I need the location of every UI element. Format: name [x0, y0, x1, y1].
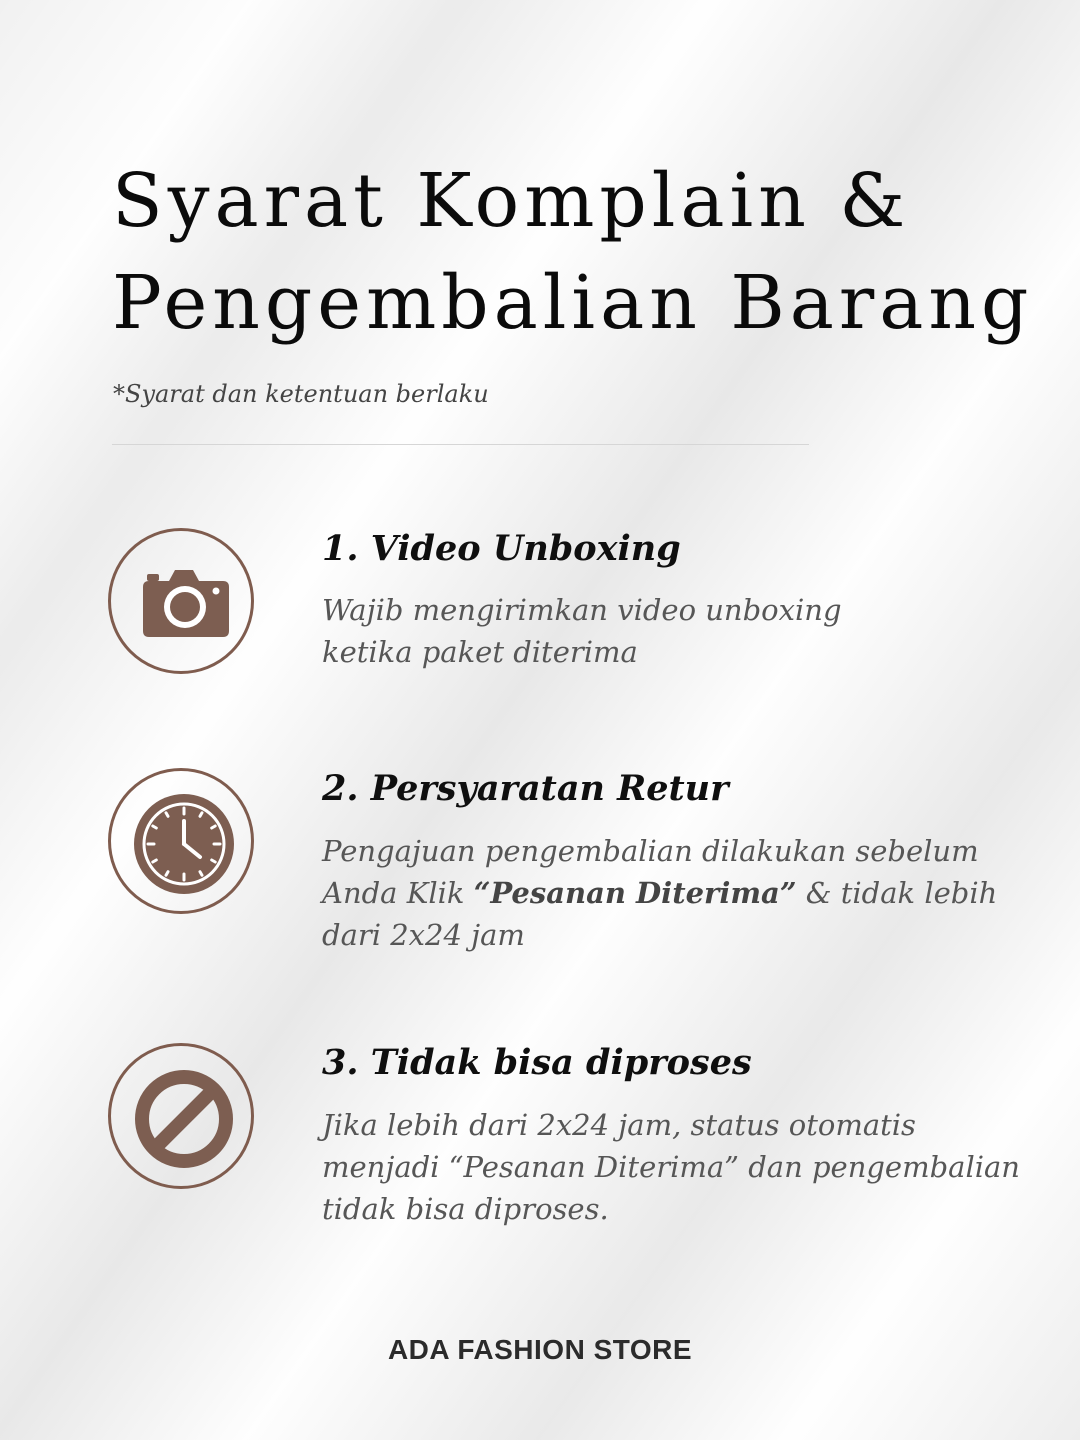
prohibited-icon	[111, 1046, 257, 1192]
item-title-persyaratan-retur: 2. Persyaratan Retur	[322, 768, 729, 809]
item-title-tidak-bisa-diproses: 3. Tidak bisa diproses	[322, 1042, 752, 1083]
page-title	[112, 150, 1034, 354]
camera-icon-circle	[108, 528, 254, 674]
page-title-line-1: Syarat Komplain &	[112, 158, 911, 244]
camera-icon	[111, 531, 257, 677]
store-brand: ADA FASHION STORE	[387, 1334, 693, 1365]
page-title-line-2: Pengembalian Barang	[112, 260, 1034, 346]
item-title-video-unboxing: 1. Video Unboxing	[322, 528, 681, 569]
item-desc-tidak-bisa-diproses: Jika lebih dari 2x24 jam, status otomatis menjadi “Pesanan Diterima” dan pengembalian tidak bisa diproses.	[322, 1108, 1020, 1226]
clock-icon-circle	[108, 768, 254, 914]
prohibited-icon-circle	[108, 1043, 254, 1189]
clock-icon	[111, 771, 257, 917]
divider	[112, 444, 809, 445]
terms-note: *Syarat dan ketentuan berlaku	[113, 380, 489, 408]
item-desc-video-unboxing: Wajib mengirimkan video unboxing ketika paket diterima	[322, 593, 842, 669]
item-desc-persyaratan-retur: Pengajuan pengembalian dilakukan sebelum Anda Klik “Pesanan Diterima” & tidak lebih dari 2x24 jam	[322, 834, 998, 952]
